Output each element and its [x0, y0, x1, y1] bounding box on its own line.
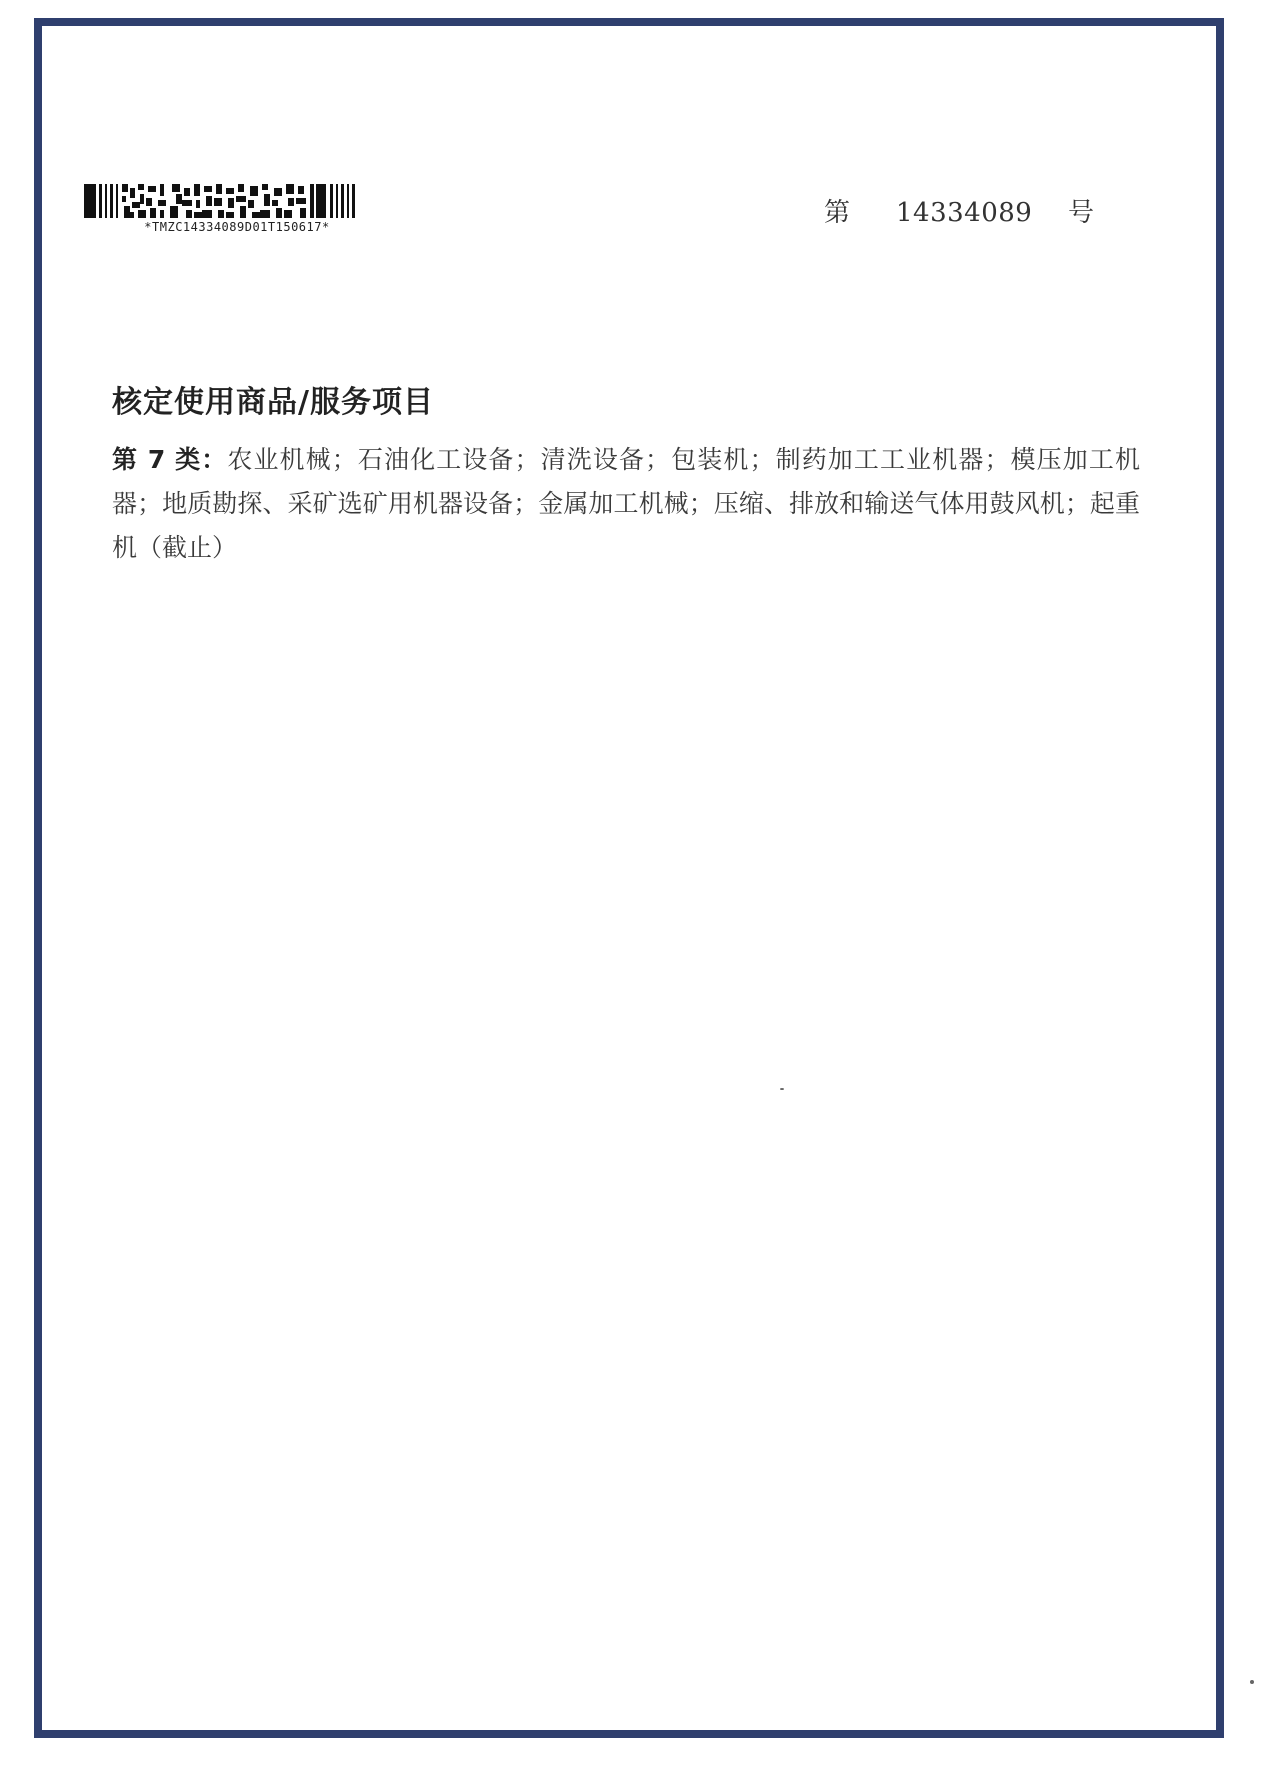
scan-speck	[780, 1088, 784, 1090]
class-label: 第 7 类：	[112, 445, 228, 474]
registration-suffix: 号	[1068, 198, 1095, 228]
section-title: 核定使用商品/服务项目	[112, 385, 434, 420]
registration-number	[824, 192, 1154, 229]
registration-prefix: 第	[824, 198, 851, 228]
registration-number-value: 14334089	[896, 198, 1033, 228]
goods-services-list	[112, 438, 1140, 570]
barcode-code-text: *TMZC14334089D01T150617*	[144, 220, 330, 234]
scan-speck	[1250, 1680, 1254, 1684]
barcode-block	[84, 184, 384, 234]
document-border-frame	[34, 18, 1224, 1738]
goods-items-text: 农业机械；石油化工设备；清洗设备；包装机；制药加工工业机器；模压加工机器；地质勘探、采矿选矿用机器设备；金属加工机械；压缩、排放和输送气体用鼓风机；起重机（截止）	[112, 445, 1140, 562]
barcode-image	[84, 184, 384, 218]
